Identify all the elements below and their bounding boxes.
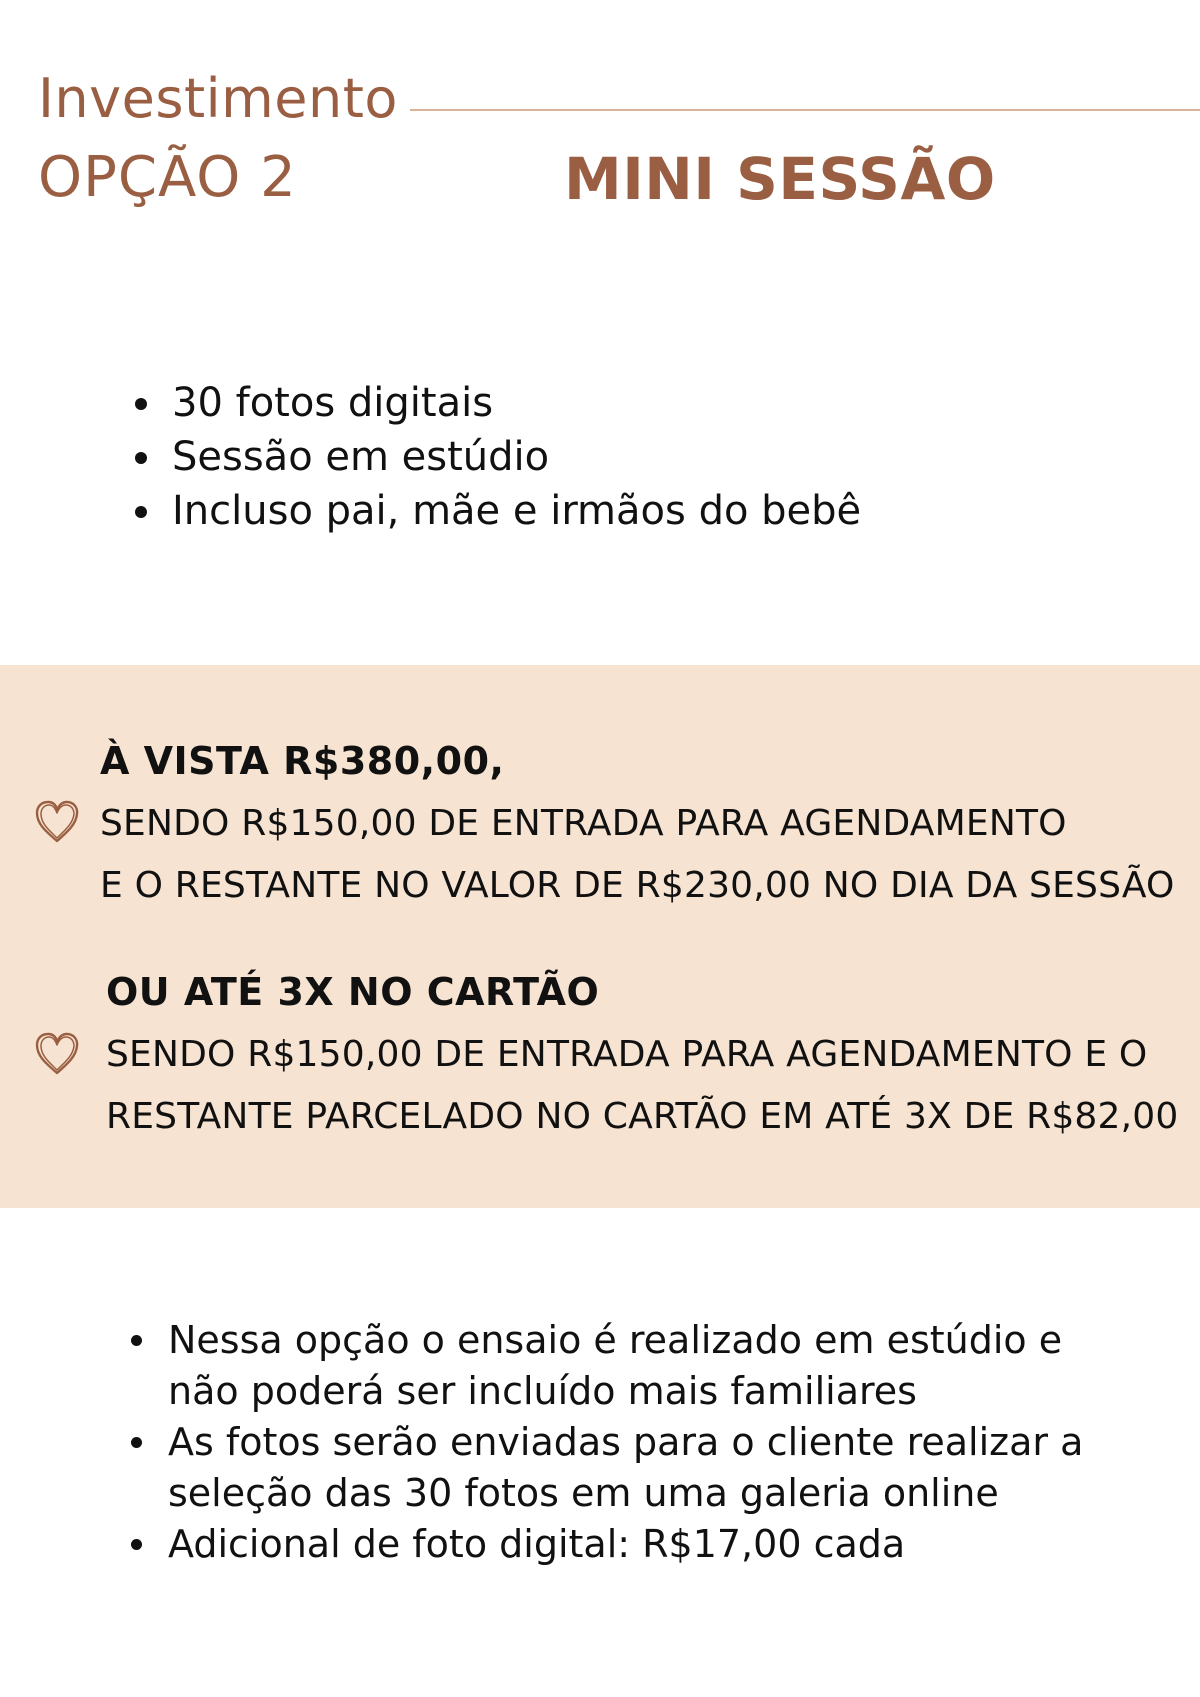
cash-price-line: E O RESTANTE NO VALOR DE R$230,00 NO DIA DA SESSÃO: [100, 865, 1175, 906]
feature-list: [132, 376, 992, 538]
heart-icon: [32, 798, 82, 846]
cash-price-heading: À VISTA R$380,00,: [100, 739, 505, 783]
cash-price-line: SENDO R$150,00 DE ENTRADA PARA AGENDAMENTO: [100, 803, 1067, 844]
cash-price-details: [100, 793, 1175, 917]
cash-price-heart-icon: [32, 798, 82, 846]
investment-heading: Investimento: [38, 67, 398, 130]
note-item: Nessa opção o ensaio é realizado em estúdio e não poderá ser incluído mais familiares: [128, 1315, 1128, 1417]
card-price-details: [106, 1024, 1179, 1148]
card-price-line: SENDO R$150,00 DE ENTRADA PARA AGENDAMENTO E O: [106, 1034, 1148, 1075]
note-item: Adicional de foto digital: R$17,00 cada: [128, 1519, 1128, 1570]
option-title: OPÇÃO 2: [38, 145, 297, 210]
card-price-heading: OU ATÉ 3X NO CARTÃO: [106, 970, 600, 1014]
card-price-line: RESTANTE PARCELADO NO CARTÃO EM ATÉ 3X DE R$82,00: [106, 1096, 1179, 1137]
session-title: MINI SESSÃO: [564, 145, 996, 213]
notes-list: [128, 1315, 1128, 1570]
feature-item: Incluso pai, mãe e irmãos do bebê: [132, 484, 992, 538]
feature-item: 30 fotos digitais: [132, 376, 992, 430]
card-price-heart-icon: [32, 1030, 82, 1078]
heading-divider: [410, 109, 1200, 111]
note-item: As fotos serão enviadas para o cliente realizar a seleção das 30 fotos em uma galeria online: [128, 1417, 1128, 1519]
feature-item: Sessão em estúdio: [132, 430, 992, 484]
heart-icon: [32, 1030, 82, 1078]
